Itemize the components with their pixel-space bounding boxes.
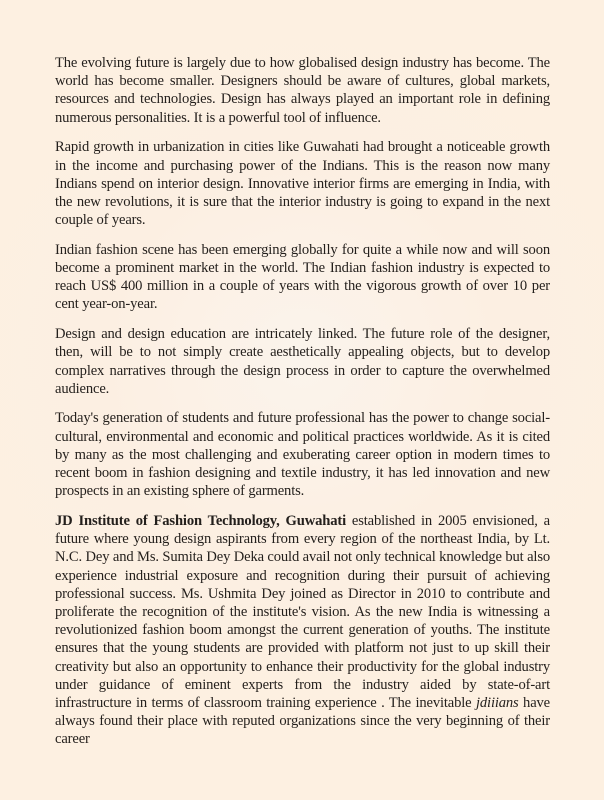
institute-description-part2: have always found their place with reputed organizations since the very beginning of their career xyxy=(55,695,550,748)
alumni-term: jdiiians xyxy=(475,695,519,711)
paragraph-design-education: Design and design education are intricately linked. The future role of the designer, then, will be to not simply create aesthetically appealing objects, but to develop complex narratives through the design process in order to capture the overwhelmed audience. xyxy=(55,326,550,397)
paragraph-indian-fashion-scene: Indian fashion scene has been emerging globally for quite a while now and will soon become a prominent market in the world. The Indian fashion industry is expected to reach US$ 400 million in a couple of years with the vigorous growth of over 10 per cent year-on-year. xyxy=(55,241,550,313)
institute-description-part1: established in 2005 envisioned, a future where young design aspirants from every region of the northeast India, by Lt. N.C. Dey and Ms. Sumita Dey Deka could avail not only technical knowledge but also experience industrial exposure and recognition during their pursuit of achieving professional success. Ms. Ushmita Dey joined as Director in 2010 to contribute and proliferate the recognition of the institute's vision. As the new India is witnessing a revolutionized fashion boom amongst the current generation of youths. The institute ensures that the young students are provided with platform not just to up skill their creativity but also an opportunity to enhance their productivity for the global industry under guidance of eminent experts from the industry aided by state-of-art infrastructure in terms of classroom training experience . The inevitable xyxy=(55,512,550,711)
paragraph-jd-institute xyxy=(55,512,550,749)
paragraph-urbanization-interior: Rapid growth in urbanization in cities like Guwahati had brought a noticeable growth in the income and purchasing power of the Indians. This is the reason now many Indians spend on interior design. Innovative interior firms are emerging in India, with the new revolutions, it is sure that the interior industry is going to expand in the next couple of years. xyxy=(55,139,550,229)
paragraph-globalised-design: The evolving future is largely due to how globalised design industry has become. The world has become smaller. Designers should be aware of cultures, global markets, resources and technologies. Design has always played an important role in defining numerous personalities. It is a powerful tool of influence. xyxy=(55,55,550,126)
paragraph-todays-generation: Today's generation of students and future professional has the power to change social-cultural, environmental and economic and political practices worldwide. As it is cited by many as the most challenging and exuberating career option in modern times to recent boom in fashion designing and textile industry, it has led innovation and new prospects in an existing sphere of garments. xyxy=(55,410,550,500)
institute-name: JD Institute of Fashion Technology, Guwahati xyxy=(55,512,346,529)
document-page xyxy=(55,54,550,760)
